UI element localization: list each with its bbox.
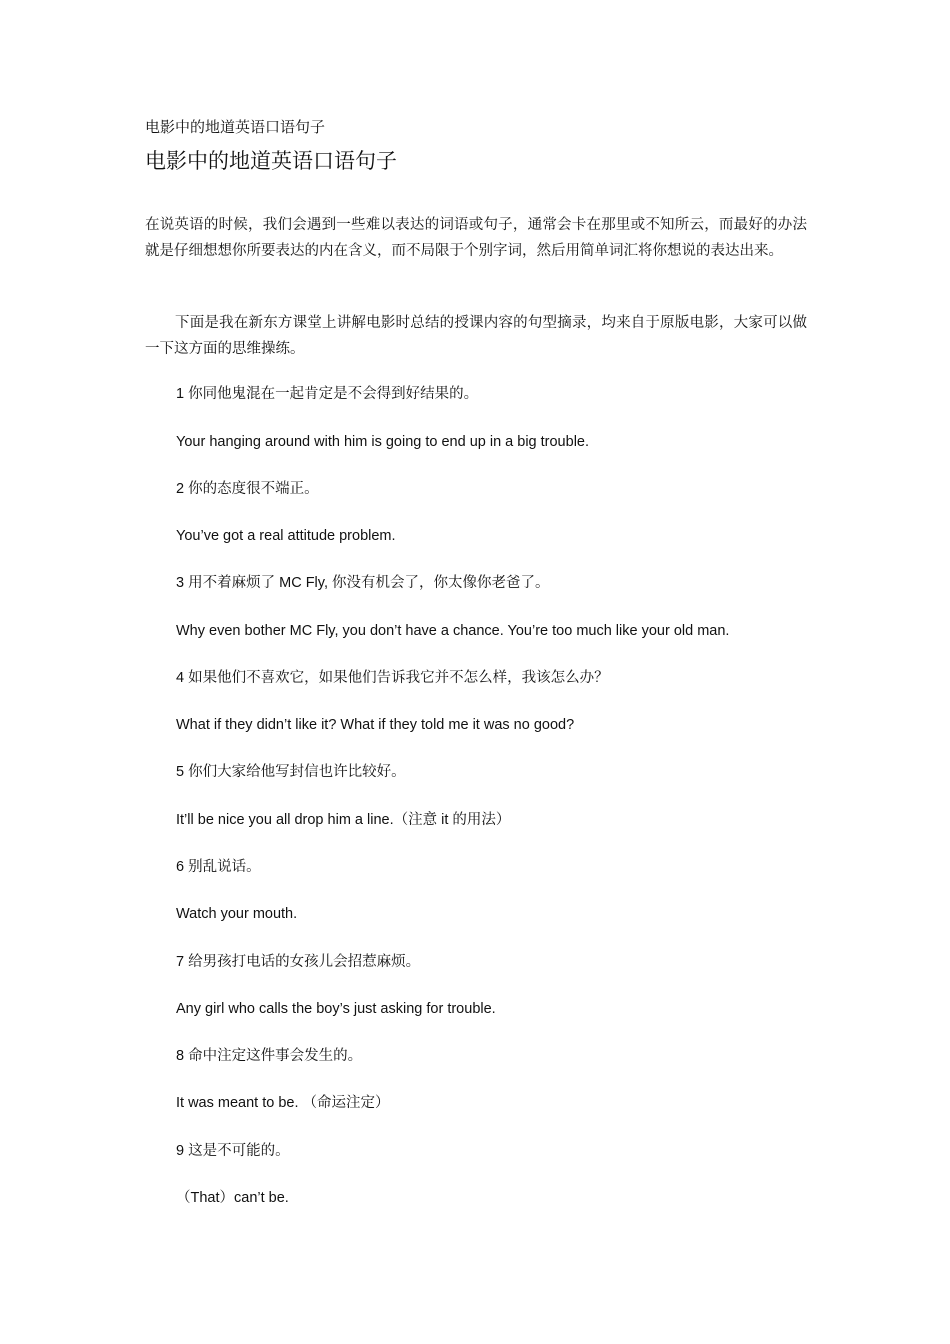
page-title: 电影中的地道英语口语句子 <box>145 149 397 173</box>
sentence-5-english: It’ll be nice you all drop him a line.（注意 it 的用法） <box>176 812 511 828</box>
header-title: 电影中的地道英语口语句子 <box>145 118 326 136</box>
intro-paragraph: 在说英语的时候，我们会遇到一些难以表达的词语或句子，通常会卡在那里或不知所云，而最好的办法就是仔细想想你所要表达的内在含义，而不局限于个别字词，然后用简单词汇将你想说的表达出来。 <box>145 217 807 259</box>
sentence-2-english: You’ve got a real attitude problem. <box>176 528 396 544</box>
sentence-9-english: （That）can’t be. <box>176 1190 289 1206</box>
sentence-3-chinese: 3 用不着麻烦了 MC Fly, 你没有机会了，你太像你老爸了。 <box>176 575 550 591</box>
sentence-3-english: Why even bother MC Fly, you don’t have a chance. You’re too much like your old man. <box>176 623 730 639</box>
sentence-5-chinese: 5 你们大家给他写封信也许比较好。 <box>176 764 406 780</box>
sentence-7-english: Any girl who calls the boy’s just asking for trouble. <box>176 1001 496 1017</box>
sentence-7-chinese: 7 给男孩打电话的女孩儿会招惹麻烦。 <box>176 954 421 970</box>
description-paragraph: 下面是我在新东方课堂上讲解电影时总结的授课内容的句型摘录，均来自于原版电影，大家可以做一下这方面的思维操练。 <box>145 315 807 357</box>
sentence-8-english: It was meant to be. （命运注定） <box>176 1095 390 1111</box>
sentence-2-chinese: 2 你的态度很不端正。 <box>176 481 319 497</box>
sentence-4-chinese: 4 如果他们不喜欢它，如果他们告诉我它并不怎么样，我该怎么办？ <box>176 670 609 686</box>
sentence-8-chinese: 8 命中注定这件事会发生的。 <box>176 1048 363 1064</box>
sentence-1-chinese: 1 你同他鬼混在一起肯定是不会得到好结果的。 <box>176 386 479 402</box>
sentence-6-english: Watch your mouth. <box>176 906 298 922</box>
sentence-1-english: Your hanging around with him is going to end up in a big trouble. <box>176 434 590 450</box>
sentence-4-english: What if they didn’t like it? What if they told me it was no good? <box>176 717 575 733</box>
sentence-9-chinese: 9 这是不可能的。 <box>176 1143 290 1159</box>
sentence-6-chinese: 6 别乱说话。 <box>176 859 261 875</box>
